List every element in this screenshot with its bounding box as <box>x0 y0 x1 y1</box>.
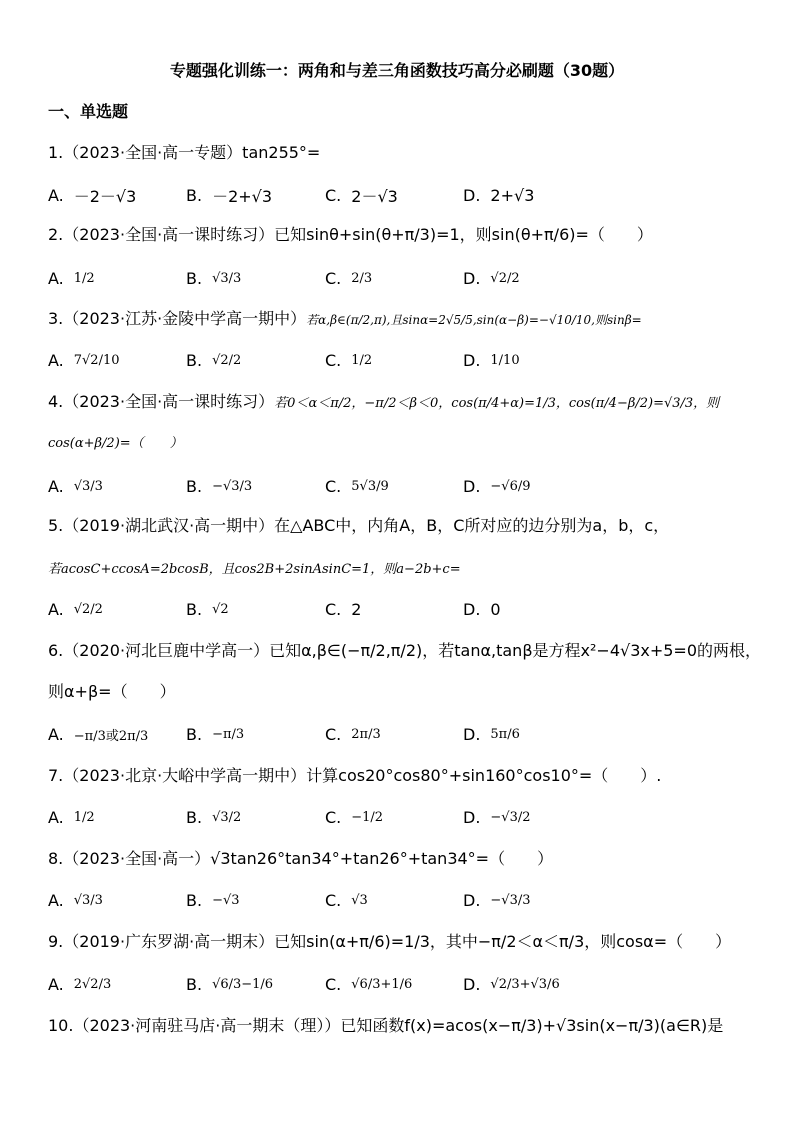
question-2-stem: 2.（2023·全国·高一课时练习）已知sinθ+sin(θ+π/3)=1，则sin(θ+π/6)=（ ） <box>48 225 653 244</box>
question-text: 计算cos20°cos80°+sin160°cos10°=（ ）. <box>306 766 662 785</box>
option-d: D. 1/10 <box>463 350 520 370</box>
option-b: B. √3/3 <box>186 268 242 288</box>
option-a: A. 1/2 <box>48 268 95 288</box>
question-8-options <box>48 883 748 917</box>
option-c: C. 5√3/9 <box>325 476 389 496</box>
option-c: C. 2 <box>325 599 362 619</box>
option-d: D. √2/3+√3/6 <box>463 974 560 994</box>
question-6-stem-continued: 则α+β=（ ） <box>48 682 176 701</box>
question-text: 已知sinθ+sin(θ+π/3)=1，则sin(θ+π/6)=（ ） <box>274 225 653 244</box>
question-5-options <box>48 592 748 626</box>
option-d: D. 5π/6 <box>463 724 520 744</box>
question-6-stem: 6.（2020·河北巨鹿中学高一）已知α,β∈(−π/2,π/2)，若tanα,tanβ是方程x²−4√3x+5=0的两根， <box>48 641 762 660</box>
option-c: C. 2/3 <box>325 268 373 288</box>
option-d: D. 0 <box>463 599 501 619</box>
option-a: A. √2/2 <box>48 599 103 619</box>
option-b: B. √2/2 <box>186 350 242 370</box>
option-b: B. √2 <box>186 599 229 619</box>
option-a: A. √3/3 <box>48 476 103 496</box>
question-9-options <box>48 967 748 1001</box>
question-7-options <box>48 800 748 834</box>
option-a: A. 7√2/10 <box>48 350 120 370</box>
question-4-stem-continued: cos(α+β/2)=（ ） <box>48 436 183 451</box>
question-9-stem: 9.（2019·广东罗湖·高一期末）已知sin(α+π/6)=1/3，其中−π/2＜α＜π/3，则cosα=（ ） <box>48 932 732 951</box>
question-text: 已知函数f(x)=acos(x−π/3)+√3sin(x−π/3)(a∈R)是 <box>340 1016 724 1035</box>
option-a: A. 2√2/3 <box>48 974 112 994</box>
option-c: C. 2－√3 <box>325 185 398 206</box>
option-d: D. −√6/9 <box>463 476 531 496</box>
question-text: 已知α,β∈(−π/2,π/2)，若tanα,tanβ是方程x²−4√3x+5=0的两根， <box>269 641 762 660</box>
question-2-options <box>48 261 748 295</box>
question-3-options <box>48 343 748 377</box>
section-heading: 一、单选题 <box>48 102 129 121</box>
option-c: C. −1/2 <box>325 807 384 827</box>
question-text: 若α,β∈(π/2,π),且sinα=2√5/5,sin(α−β)=−√10/10,则sinβ= <box>306 313 642 327</box>
question-text: tan255°= <box>242 143 321 162</box>
question-1-options <box>48 178 748 212</box>
option-c: C. 1/2 <box>325 350 373 370</box>
option-d: D. 2+√3 <box>463 185 535 205</box>
question-number: 1. <box>48 143 64 162</box>
question-7-stem: 7.（2023·北京·大峪中学高一期中）计算cos20°cos80°+sin160°cos10°=（ ）. <box>48 766 662 785</box>
option-b: B. −√3 <box>186 890 240 910</box>
option-b: B. −π/3 <box>186 724 245 744</box>
option-d: D. √2/2 <box>463 268 520 288</box>
question-3-stem: 3.（2023·江苏·金陵中学高一期中）若α,β∈(π/2,π),且sinα=2√5/5,sin(α−β)=−√10/10,则sinβ= <box>48 309 642 328</box>
question-4-stem: 4.（2023·全国·高一课时练习）若0＜α＜π/2，−π/2＜β＜0，cos(π/4+α)=1/3，cos(π/4−β/2)=√3/3，则 <box>48 392 720 411</box>
question-4-options <box>48 469 748 503</box>
question-5-stem: 5.（2019·湖北武汉·高一期中）在△ABC中，内角A，B，C所对应的边分别为a，b，c， <box>48 516 670 535</box>
option-a: A. −π/3或2π/3 <box>48 724 149 744</box>
question-text: 已知sin(α+π/6)=1/3，其中−π/2＜α＜π/3，则cosα=（ ） <box>274 932 732 951</box>
option-a: A. √3/3 <box>48 890 103 910</box>
option-a: A. －2－√3 <box>48 185 137 206</box>
question-6-options <box>48 717 748 751</box>
option-b: B. √6/3−1/6 <box>186 974 274 994</box>
option-c: C. 2π/3 <box>325 724 381 744</box>
option-a: A. 1/2 <box>48 807 95 827</box>
question-5-stem-continued: 若acosC+ccosA=2bcosB，且cos2B+2sinAsinC=1，则a−2b+c= <box>48 562 461 577</box>
question-source: （2023·全国·高一专题） <box>63 143 243 162</box>
option-b: B. −√3/3 <box>186 476 253 496</box>
page-title: 专题强化训练一：两角和与差三角函数技巧高分必刷题（30题） <box>169 61 625 80</box>
option-d: D. −√3/2 <box>463 807 531 827</box>
option-b: B. －2+√3 <box>186 185 273 206</box>
option-c: C. √3 <box>325 890 368 910</box>
question-8-stem: 8.（2023·全国·高一）√3tan26°tan34°+tan26°+tan34°=（ ） <box>48 849 554 868</box>
option-b: B. √3/2 <box>186 807 242 827</box>
question-1-stem <box>48 142 320 164</box>
question-text: √3tan26°tan34°+tan26°+tan34°=（ ） <box>210 849 554 868</box>
option-d: D. −√3/3 <box>463 890 531 910</box>
question-text: 若0＜α＜π/2，−π/2＜β＜0，cos(π/4+α)=1/3，cos(π/4−β/2)=√3/3，则 <box>274 396 720 411</box>
option-c: C. √6/3+1/6 <box>325 974 413 994</box>
question-10-stem: 10.（2023·河南驻马店·高一期末（理））已知函数f(x)=acos(x−π/3)+√3sin(x−π/3)(a∈R)是 <box>48 1016 724 1035</box>
question-text: 在△ABC中，内角A，B，C所对应的边分别为a，b，c， <box>274 516 670 535</box>
